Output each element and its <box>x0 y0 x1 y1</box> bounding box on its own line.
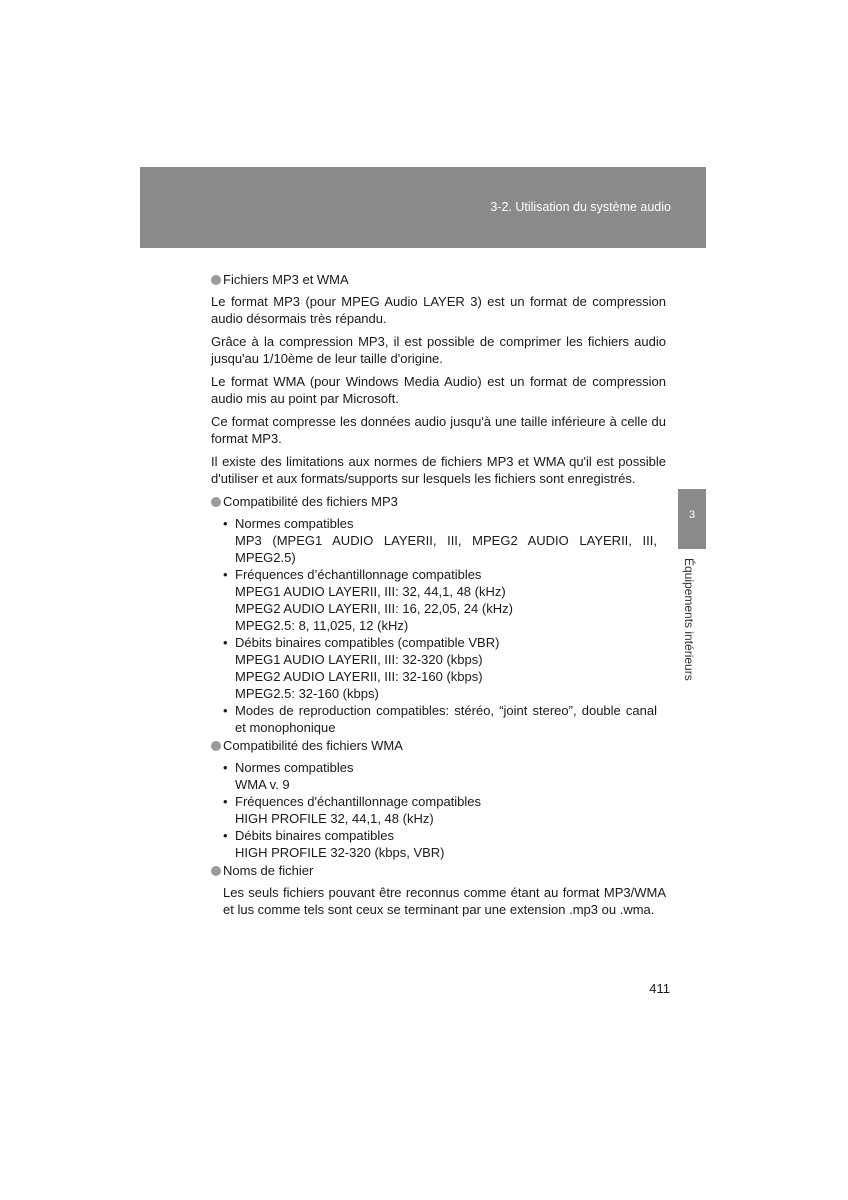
list-item-line: MPEG2 AUDIO LAYERII, III: 32-160 (kbps) <box>235 669 483 684</box>
list-item-line: MPEG2.5: 32-160 (kbps) <box>235 686 379 701</box>
page-number: 411 <box>649 981 670 996</box>
header-title: 3-2. Utilisation du système audio <box>490 200 671 214</box>
list-item-line: MPEG2 AUDIO LAYERII, III: 16, 22,05, 24 (kHz) <box>235 601 513 616</box>
list-item-line: MPEG2.5: 8, 11,025, 12 (kHz) <box>235 618 409 633</box>
paragraph: Le format MP3 (pour MPEG Audio LAYER 3) est un format de compression audio désormais très répandu. <box>211 294 666 326</box>
list-item-title: • Fréquences d'échantillonnage compatibles <box>235 794 482 809</box>
list-item <box>223 793 657 827</box>
list-item-line: MP3 (MPEG1 AUDIO LAYERII, III, MPEG2 AUDIO LAYERII, III, MPEG2.5) <box>235 533 657 565</box>
paragraph: Ce format compresse les données audio jusqu'à une taille inférieure à celle du format MP3. <box>211 414 666 446</box>
chapter-label: Équipements intérieurs <box>682 558 696 681</box>
section-heading-text: Compatibilité des fichiers MP3 <box>223 494 398 509</box>
section-heading <box>211 493 666 510</box>
list-item <box>223 515 657 566</box>
paragraph: Il existe des limitations aux normes de fichiers MP3 et WMA qu'il est possible d'utiliser et aux formats/supports sur lesquels les fichiers sont enregistrés. <box>211 454 666 486</box>
paragraph: Les seuls fichiers pouvant être reconnus comme étant au format MP3/WMA et lus comme tels sont ceux se terminant par une extension .mp3 ou .wma. <box>223 885 666 917</box>
bullet-dot-icon <box>211 275 221 285</box>
list-item-title: • Modes de reproduction compatibles: stéréo, “joint stereo”, double canal et monophonique <box>235 703 657 735</box>
page-content <box>211 271 666 918</box>
chapter-number: 3 <box>688 509 696 521</box>
list-item-line: WMA v. 9 <box>235 777 290 792</box>
header-band <box>140 167 706 248</box>
bullet-dot-icon <box>211 741 221 751</box>
section-heading-text: Fichiers MP3 et WMA <box>223 272 349 287</box>
list-item-line: HIGH PROFILE 32, 44,1, 48 (kHz) <box>235 811 434 826</box>
bullet-list <box>211 515 657 736</box>
list-item <box>223 759 657 793</box>
bullet-dot-icon <box>211 497 221 507</box>
list-item <box>223 634 657 702</box>
section-heading <box>211 862 666 879</box>
list-item-title: • Débits binaires compatibles <box>235 828 394 843</box>
list-item-title: • Débits binaires compatibles (compatible VBR) <box>235 635 500 650</box>
section-heading-text: Noms de fichier <box>223 863 314 878</box>
paragraph: Le format WMA (pour Windows Media Audio) est un format de compression audio mis au point par Microsoft. <box>211 374 666 406</box>
list-item-line: MPEG1 AUDIO LAYERII, III: 32, 44,1, 48 (kHz) <box>235 584 506 599</box>
list-item-title: • Normes compatibles <box>235 760 354 775</box>
paragraph: Grâce à la compression MP3, il est possible de comprimer les fichiers audio jusqu'au 1/10ème de leur taille d'origine. <box>211 334 666 366</box>
section-heading-text: Compatibilité des fichiers WMA <box>223 738 403 753</box>
list-item-line: HIGH PROFILE 32-320 (kbps, VBR) <box>235 845 445 860</box>
section-heading <box>211 271 666 288</box>
list-item-title: • Fréquences d’échantillonnage compatibles <box>235 567 482 582</box>
list-item <box>223 566 657 634</box>
bullet-list <box>211 759 657 861</box>
list-item <box>223 702 657 736</box>
section-heading <box>211 737 666 754</box>
list-item-title: • Normes compatibles <box>235 516 354 531</box>
bullet-dot-icon <box>211 866 221 876</box>
chapter-tab <box>678 489 706 549</box>
list-item <box>223 827 657 861</box>
list-item-line: MPEG1 AUDIO LAYERII, III: 32-320 (kbps) <box>235 652 483 667</box>
